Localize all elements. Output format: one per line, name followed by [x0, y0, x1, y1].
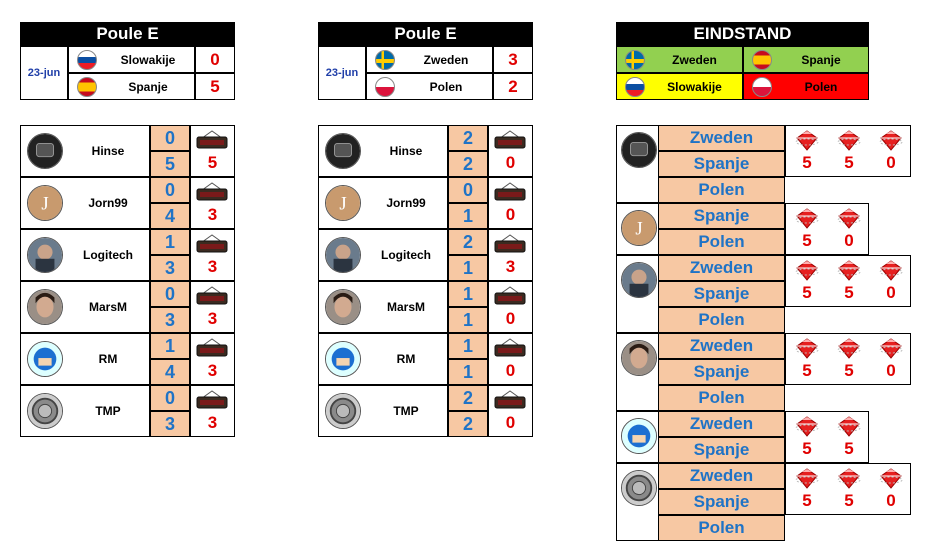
eindstand-points: 5 [844, 439, 854, 458]
prediction-away: 3 [150, 255, 190, 281]
scoreboard-sign-icon [196, 233, 228, 253]
prediction-home: 1 [150, 333, 190, 359]
player-points: 0 [505, 205, 516, 224]
prediction-away: 2 [448, 151, 488, 177]
prediction-home: 0 [150, 281, 190, 307]
player-cell [20, 281, 150, 333]
points-cell [488, 385, 533, 437]
prediction-away: 1 [448, 359, 488, 385]
player-cell [318, 281, 448, 333]
player-cell [20, 333, 150, 385]
scoreboard-sign-icon [494, 181, 526, 201]
player-name: Hinse [91, 144, 125, 158]
prediction-home: 1 [448, 281, 488, 307]
ruby-gem-icon [794, 128, 820, 152]
prediction-home: 1 [150, 229, 190, 255]
eindstand-points: 0 [886, 153, 896, 172]
predicted-team: Zweden [658, 411, 785, 437]
team-name: Slowakije [120, 52, 176, 67]
ruby-gem-icon [878, 466, 904, 490]
slovakia-flag-icon [625, 77, 645, 97]
eindstand-points: 5 [802, 491, 812, 510]
eindstand-player-cell [616, 203, 658, 255]
match-score: 2 [493, 73, 533, 100]
player-cell [20, 125, 150, 177]
predicted-team: Polen [658, 229, 785, 255]
predicted-team: Polen [658, 177, 785, 203]
predicted-team: Zweden [658, 463, 785, 489]
team-row-1 [366, 46, 493, 73]
eindstand-points: 5 [802, 153, 812, 172]
marsm-avatar-icon [325, 289, 361, 325]
eindstand-points: 5 [844, 283, 854, 302]
player-points: 0 [505, 153, 516, 172]
jorn99-avatar-icon [27, 185, 63, 221]
points-cell [190, 229, 235, 281]
prediction-away: 4 [150, 203, 190, 229]
panel-title: EINDSTAND [616, 22, 869, 46]
team-name: Spanje [128, 79, 168, 94]
scoreboard-sign-icon [494, 233, 526, 253]
logitech-avatar-icon [621, 262, 657, 298]
spain-flag-icon [752, 50, 772, 70]
player-cell [318, 333, 448, 385]
eindstand-points-cell [785, 411, 869, 463]
tmp-avatar-icon [621, 470, 657, 506]
ruby-gem-icon [836, 414, 862, 438]
eindstand-points: 5 [844, 361, 854, 380]
predicted-team: Zweden [658, 333, 785, 359]
player-name: Hinse [389, 144, 423, 158]
match-score: 3 [493, 46, 533, 73]
match-score: 0 [195, 46, 235, 73]
eindstand-points: 0 [886, 491, 896, 510]
points-cell [488, 333, 533, 385]
standing-team: Polen [804, 79, 838, 94]
player-cell [20, 177, 150, 229]
prediction-home: 0 [150, 385, 190, 411]
player-cell [318, 177, 448, 229]
svg-text:J: J [41, 193, 49, 215]
team-name: Polen [429, 79, 463, 94]
scoreboard-sign-icon [196, 181, 228, 201]
match-date: 23-jun [318, 46, 366, 100]
player-points: 3 [505, 257, 516, 276]
scoreboard-sign-icon [196, 389, 228, 409]
player-cell [20, 229, 150, 281]
player-points: 5 [207, 153, 218, 172]
prediction-home: 2 [448, 385, 488, 411]
points-cell [488, 125, 533, 177]
eindstand-points-cell [785, 203, 869, 255]
hinse-avatar-icon [325, 133, 361, 169]
svg-text:J: J [339, 193, 347, 215]
team-row-1 [68, 46, 195, 73]
ruby-gem-icon [836, 336, 862, 360]
eindstand-points-cell [785, 333, 911, 385]
rm-avatar-icon [27, 341, 63, 377]
player-name: RM [396, 352, 416, 366]
ruby-gem-icon [794, 258, 820, 282]
standing-team: Zweden [672, 52, 717, 67]
ruby-gem-icon [836, 206, 862, 230]
predicted-team: Spanje [658, 489, 785, 515]
points-cell [190, 281, 235, 333]
predicted-team: Zweden [658, 255, 785, 281]
marsm-avatar-icon [621, 340, 657, 376]
team-row-2 [68, 73, 195, 100]
team-row-2 [366, 73, 493, 100]
points-cell [190, 125, 235, 177]
poland-flag-icon [752, 77, 772, 97]
standing-cell [616, 46, 743, 73]
ruby-gem-icon [878, 258, 904, 282]
scoreboard-sign-icon [196, 129, 228, 149]
player-name: MarsM [386, 300, 425, 314]
marsm-avatar-icon [27, 289, 63, 325]
player-name: MarsM [88, 300, 127, 314]
tmp-avatar-icon [325, 393, 361, 429]
ruby-gem-icon [794, 466, 820, 490]
sweden-flag-icon [625, 50, 645, 70]
standing-team: Spanje [801, 52, 841, 67]
eindstand-player-cell [616, 333, 658, 411]
player-cell [318, 229, 448, 281]
points-cell [190, 177, 235, 229]
scoreboard-sign-icon [196, 285, 228, 305]
player-name: TMP [393, 404, 419, 418]
eindstand-points: 0 [886, 361, 896, 380]
rm-avatar-icon [621, 418, 657, 454]
points-cell [488, 177, 533, 229]
points-cell [190, 333, 235, 385]
standing-team: Slowakije [667, 79, 722, 94]
prediction-home: 0 [150, 125, 190, 151]
ruby-gem-icon [836, 466, 862, 490]
scoreboard-sign-icon [494, 129, 526, 149]
ruby-gem-icon [878, 336, 904, 360]
predicted-team: Zweden [658, 125, 785, 151]
predicted-team: Spanje [658, 281, 785, 307]
player-name: Jorn99 [386, 196, 426, 210]
hinse-avatar-icon [27, 133, 63, 169]
prediction-home: 1 [448, 333, 488, 359]
player-points: 0 [505, 361, 516, 380]
prediction-home: 2 [448, 125, 488, 151]
predicted-team: Spanje [658, 437, 785, 463]
eindstand-points-cell [785, 255, 911, 307]
ruby-gem-icon [836, 258, 862, 282]
points-cell [488, 229, 533, 281]
player-points: 3 [207, 205, 218, 224]
standing-cell [616, 73, 743, 100]
slovakia-flag-icon [77, 50, 97, 70]
match-score: 5 [195, 73, 235, 100]
player-points: 0 [505, 413, 516, 432]
svg-text:J: J [635, 218, 643, 240]
ruby-gem-icon [794, 336, 820, 360]
eindstand-points: 5 [802, 439, 812, 458]
player-name: RM [98, 352, 118, 366]
team-name: Zweden [423, 52, 469, 67]
eindstand-points: 5 [802, 231, 812, 250]
eindstand-points-cell [785, 463, 911, 515]
logitech-avatar-icon [27, 237, 63, 273]
rm-avatar-icon [325, 341, 361, 377]
logitech-avatar-icon [325, 237, 361, 273]
player-points: 3 [207, 257, 218, 276]
eindstand-points: 5 [844, 153, 854, 172]
eindstand-points: 5 [802, 283, 812, 302]
standing-cell [743, 46, 869, 73]
ruby-gem-icon [836, 128, 862, 152]
prediction-away: 1 [448, 203, 488, 229]
eindstand-points: 0 [844, 231, 854, 250]
prediction-away: 4 [150, 359, 190, 385]
player-points: 3 [207, 361, 218, 380]
player-cell [318, 385, 448, 437]
prediction-away: 1 [448, 255, 488, 281]
predicted-team: Polen [658, 307, 785, 333]
eindstand-points: 5 [844, 491, 854, 510]
scoreboard-sign-icon [494, 285, 526, 305]
predicted-team: Spanje [658, 203, 785, 229]
panel-title: Poule E [318, 22, 533, 46]
points-cell [488, 281, 533, 333]
eindstand-points-cell [785, 125, 911, 177]
predicted-team: Polen [658, 385, 785, 411]
player-name: Jorn99 [88, 196, 128, 210]
eindstand-player-cell [616, 463, 658, 541]
eindstand-points: 5 [802, 361, 812, 380]
match-date: 23-jun [20, 46, 68, 100]
jorn99-avatar-icon [325, 185, 361, 221]
ruby-gem-icon [794, 414, 820, 438]
spain-flag-icon [77, 77, 97, 97]
prediction-away: 3 [150, 411, 190, 437]
prediction-away: 5 [150, 151, 190, 177]
ruby-gem-icon [794, 206, 820, 230]
player-cell [318, 125, 448, 177]
predicted-team: Spanje [658, 359, 785, 385]
ruby-gem-icon [878, 128, 904, 152]
predicted-team: Polen [658, 515, 785, 541]
player-name: Logitech [381, 248, 431, 262]
eindstand-player-cell [616, 125, 658, 203]
player-points: 3 [207, 413, 218, 432]
eindstand-player-cell [616, 255, 658, 333]
tmp-avatar-icon [27, 393, 63, 429]
eindstand-points: 0 [886, 283, 896, 302]
prediction-away: 3 [150, 307, 190, 333]
prediction-home: 2 [448, 229, 488, 255]
player-points: 3 [207, 309, 218, 328]
poland-flag-icon [375, 77, 395, 97]
points-cell [190, 385, 235, 437]
scoreboard-sign-icon [494, 337, 526, 357]
eindstand-player-cell [616, 411, 658, 463]
player-name: TMP [95, 404, 121, 418]
jorn99-avatar-icon [621, 210, 657, 246]
player-points: 0 [505, 309, 516, 328]
panel-title: Poule E [20, 22, 235, 46]
standing-cell [743, 73, 869, 100]
prediction-home: 0 [150, 177, 190, 203]
sweden-flag-icon [375, 50, 395, 70]
scoreboard-sign-icon [196, 337, 228, 357]
prediction-away: 2 [448, 411, 488, 437]
prediction-away: 1 [448, 307, 488, 333]
hinse-avatar-icon [621, 132, 657, 168]
scoreboard-sign-icon [494, 389, 526, 409]
prediction-home: 0 [448, 177, 488, 203]
player-cell [20, 385, 150, 437]
predicted-team: Spanje [658, 151, 785, 177]
player-name: Logitech [83, 248, 133, 262]
